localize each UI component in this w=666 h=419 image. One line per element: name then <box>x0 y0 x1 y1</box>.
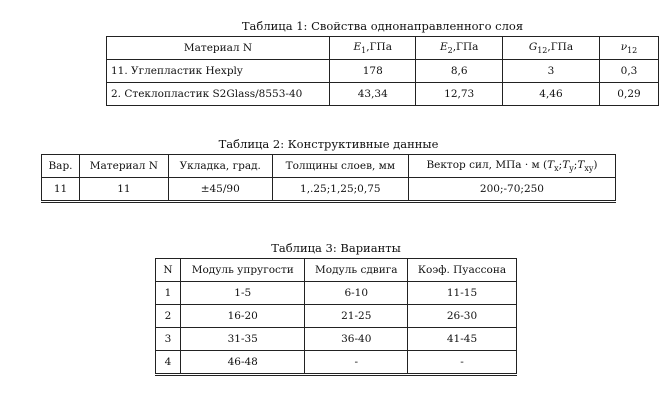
table-1-caption: Таблица 1: Свойства однонаправленного слоя <box>241 19 524 33</box>
header-force-vector <box>408 155 615 178</box>
cell: 178 <box>330 60 416 83</box>
header-variant: Вар. <box>42 155 80 178</box>
table-3-caption: Таблица 3: Варианты <box>271 241 401 255</box>
header-e2 <box>416 37 502 60</box>
cell: 31-35 <box>181 328 305 351</box>
header-thickness: Толщины слоев, мм <box>272 155 408 178</box>
e1-symbol: E <box>353 40 362 53</box>
table-2-block <box>41 137 616 203</box>
vector-suffix: ) <box>593 158 598 171</box>
cell: 16-20 <box>181 305 305 328</box>
table-header-row <box>42 155 616 178</box>
table-row <box>42 178 616 202</box>
ty-subscript: y <box>569 164 574 174</box>
table-1-block <box>106 19 659 106</box>
cell: 2. Стеклопластик S2Glass/8553-40 <box>107 83 330 106</box>
table-row <box>156 351 517 375</box>
cell: ±45/90 <box>168 178 272 202</box>
cell: 4,46 <box>502 83 599 106</box>
vector-sep-1: ; <box>558 158 563 171</box>
header-nu12 <box>599 37 658 60</box>
e2-symbol: E <box>439 40 448 53</box>
g12-subscript: 12 <box>537 46 548 56</box>
txy-subscript: xy <box>584 164 594 174</box>
table-row <box>156 282 517 305</box>
cell: 200;-70;250 <box>408 178 615 202</box>
header-n: N <box>156 259 181 282</box>
nu12-symbol: ν <box>620 40 628 53</box>
header-material: Материал N <box>107 37 330 60</box>
header-layup: Укладка, град. <box>168 155 272 178</box>
e2-unit: ,ГПа <box>452 40 479 53</box>
e1-unit: ,ГПа <box>366 40 392 53</box>
cell: 11 <box>80 178 169 202</box>
header-e1 <box>330 37 416 60</box>
table-header-row <box>107 37 659 60</box>
header-poisson: Коэф. Пуассона <box>408 259 517 282</box>
cell: 3 <box>502 60 599 83</box>
table-row <box>156 305 517 328</box>
nu12-subscript: 12 <box>627 46 638 56</box>
cell: 6-10 <box>305 282 408 305</box>
table-2 <box>41 154 616 203</box>
ty-symbol: T <box>562 158 570 171</box>
cell: 0,29 <box>599 83 658 106</box>
cell: 11 <box>42 178 80 202</box>
cell: 46-48 <box>181 351 305 375</box>
cell: 36-40 <box>305 328 408 351</box>
cell: 12,73 <box>416 83 502 106</box>
header-elastic-modulus: Модуль упругости <box>181 259 305 282</box>
table-row <box>107 60 659 83</box>
cell: - <box>408 351 517 375</box>
tx-symbol: T <box>547 158 555 171</box>
cell: 4 <box>156 351 181 375</box>
header-material: Материал N <box>80 155 169 178</box>
cell: 11. Углепластик Hexply <box>107 60 330 83</box>
g12-unit: ,ГПа <box>547 40 574 53</box>
cell: 2 <box>156 305 181 328</box>
cell: 43,34 <box>330 83 416 106</box>
table-row <box>107 83 659 106</box>
txy-symbol: T <box>577 158 585 171</box>
table-3-block <box>155 241 517 376</box>
header-g12 <box>502 37 599 60</box>
vector-prefix: Вектор сил, МПа · м ( <box>426 158 548 171</box>
cell: 1-5 <box>181 282 305 305</box>
cell: - <box>305 351 408 375</box>
cell: 8,6 <box>416 60 502 83</box>
table-1 <box>106 36 659 106</box>
table-header-row <box>156 259 517 282</box>
cell: 41-45 <box>408 328 517 351</box>
table-3 <box>155 258 517 376</box>
e2-subscript: 2 <box>447 46 453 56</box>
cell: 3 <box>156 328 181 351</box>
table-row <box>156 328 517 351</box>
vector-sep-2: ; <box>573 158 578 171</box>
g12-symbol: G <box>528 40 538 53</box>
cell: 21-25 <box>305 305 408 328</box>
cell: 1,.25;1,25;0,75 <box>272 178 408 202</box>
table-2-caption: Таблица 2: Конструктивные данные <box>218 137 439 151</box>
cell: 26-30 <box>408 305 517 328</box>
tx-subscript: x <box>554 164 559 174</box>
header-shear-modulus: Модуль сдвига <box>305 259 408 282</box>
cell: 0,3 <box>599 60 658 83</box>
cell: 11-15 <box>408 282 517 305</box>
cell: 1 <box>156 282 181 305</box>
e1-subscript: 1 <box>361 46 367 56</box>
